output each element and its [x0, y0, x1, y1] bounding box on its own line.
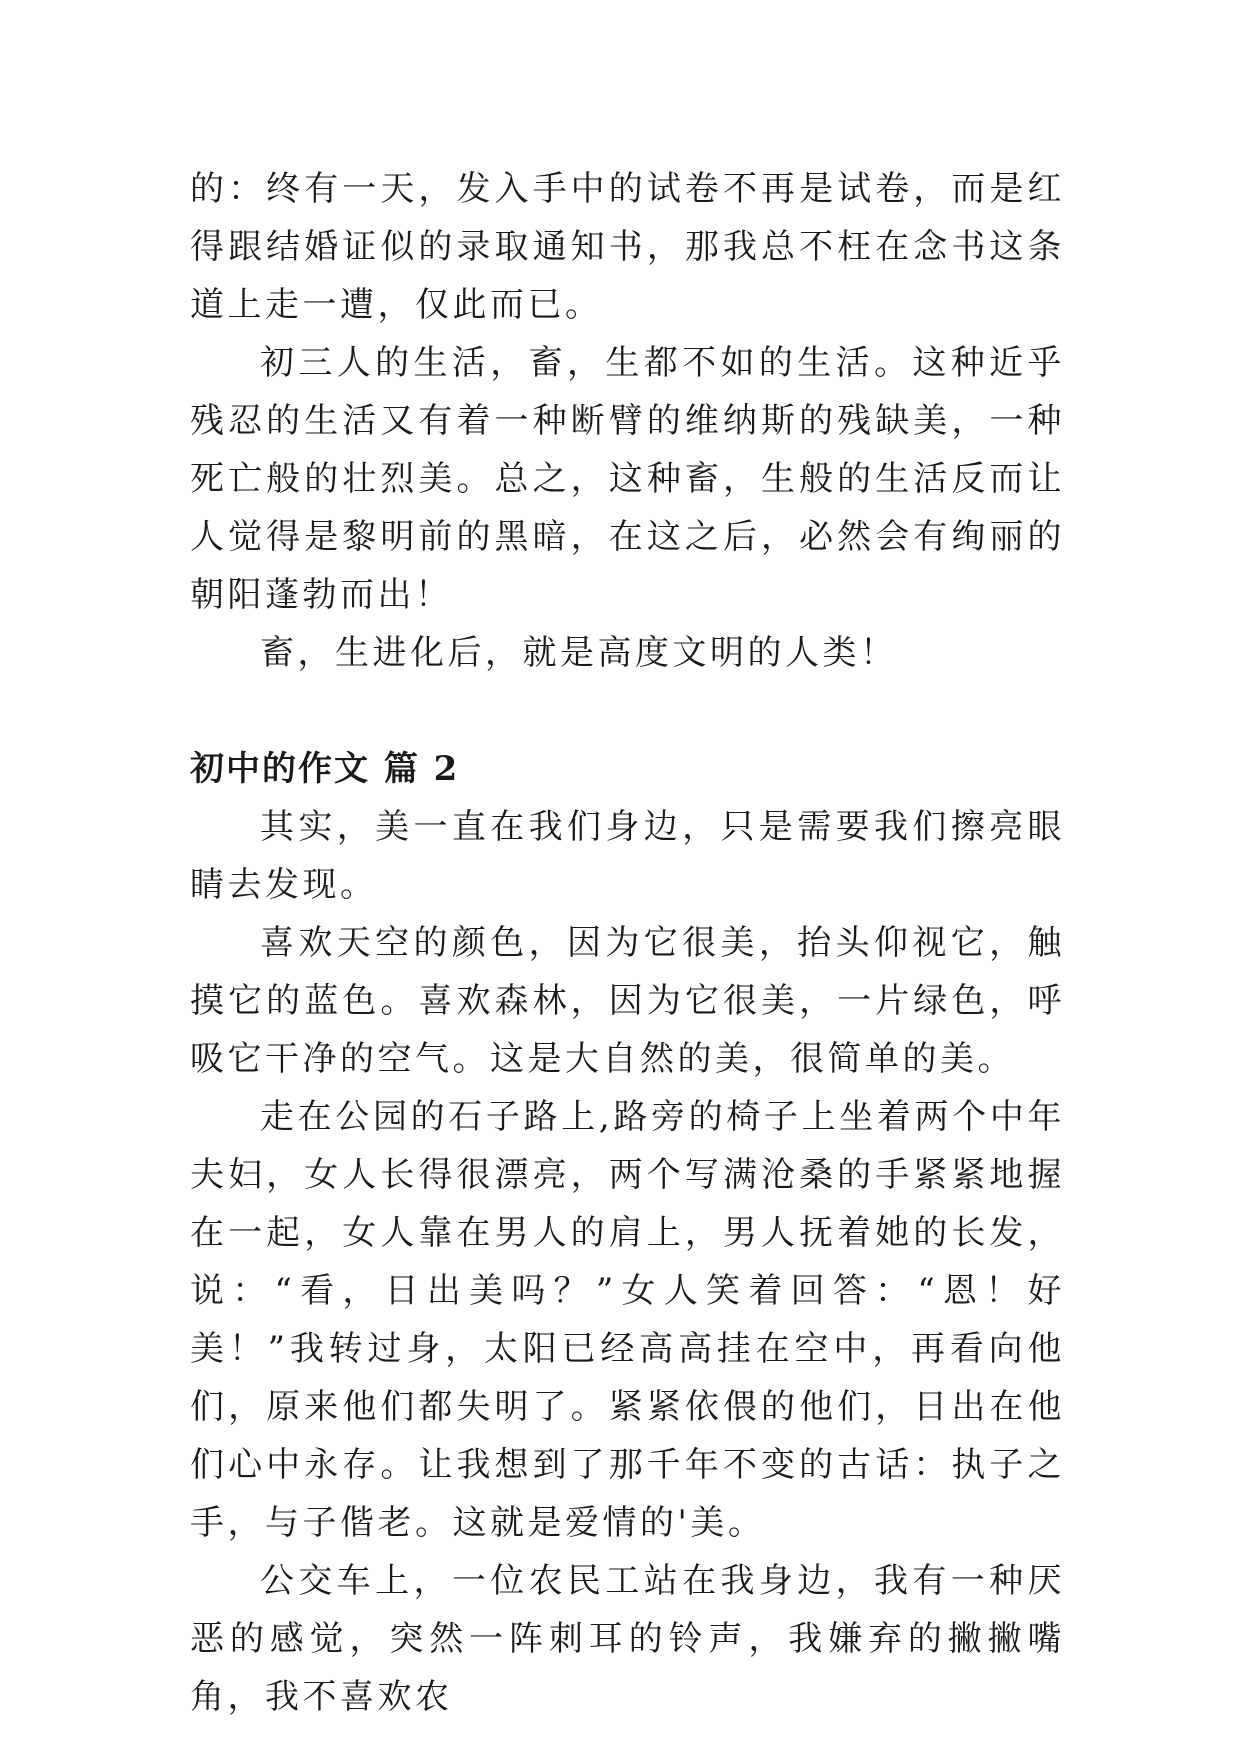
- section-heading: 初中的作文 篇 2: [190, 749, 460, 789]
- paragraph: 走在公园的石子路上,路旁的椅子上坐着两个中年夫妇，女人长得很漂亮，两个写满沧桑的手紧紧地握在一起，女人靠在男人的肩上，男人抚着她的长发，说：“看，日出美吗？”女人笑着回答：“恩！好美！”我转过身，太阳已经高高挂在空中，再看向他们，原来他们都失明了。紧紧依偎的他们，日出在他们心中永存。让我想到了那千年不变的古话：执子之手，与子偕老。这就是爱情的'美。: [190, 1097, 1065, 1543]
- document-body: [190, 160, 1065, 1726]
- paragraph: 公交车上，一位农民工站在我身边，我有一种厌恶的感觉，突然一阵刺耳的铃声，我嫌弃的撇撇嘴角，我不喜欢农: [190, 1561, 1065, 1717]
- paragraph: 畜，生进化后，就是高度文明的人类！: [260, 633, 898, 673]
- paragraph: 初三人的生活，畜，生都不如的生活。这种近乎残忍的生活又有着一种断臂的维纳斯的残缺美，一种死亡般的壮烈美。总之，这种畜，生般的生活反而让人觉得是黎明前的黑暗，在这之后，必然会有绚丽的朝阳蓬勃而出！: [190, 343, 1065, 615]
- paragraph-continuation: 的：终有一天，发入手中的试卷不再是试卷，而是红得跟结婚证似的录取通知书，那我总不枉在念书这条道上走一遭，仅此而已。: [190, 169, 1065, 325]
- paragraph: 其实，美一直在我们身边，只是需要我们擦亮眼睛去发现。: [190, 807, 1065, 905]
- paragraph: 喜欢天空的颜色，因为它很美，抬头仰视它，触摸它的蓝色。喜欢森林，因为它很美，一片绿色，呼吸它干净的空气。这是大自然的美，很简单的美。: [190, 923, 1065, 1079]
